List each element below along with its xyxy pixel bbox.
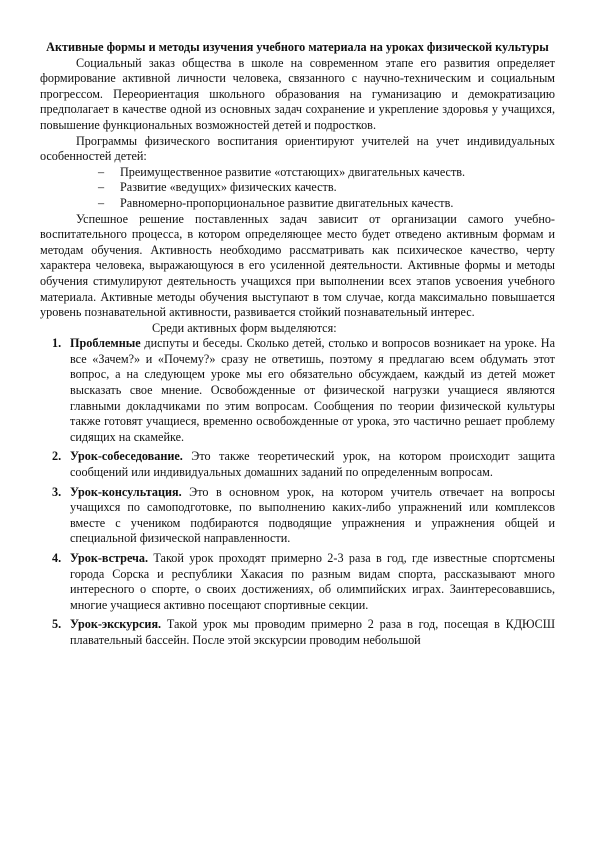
form-number: 5. [52,617,62,632]
form-label: Урок-встреча. [70,551,149,565]
form-number: 4. [52,551,62,565]
form-text: Это также теоретический урок, на котором происходит защита сообщений или индивидуальных домашних заданий по определенным вопросам. [70,449,555,480]
list-item: – Равномерно-пропорциональное развитие двигательных качеств. [98,196,555,212]
paragraph-intro: Социальный заказ общества в школе на современном этапе его развития определяет формирование активной личности человека, связанного с научно-техническим и социальным прогрессом. Переориентация школьного образования на гуманизацию и демократизацию предполагает в качестве одной из основных задач сохранение и укрепление здоровья у учащихся, повышение функциональных возможностей детей и подростков. [40,55,555,132]
forms-list [40,336,555,648]
dash-list [40,165,555,212]
form-text: Это в основном урок, на котором учитель отвечает на вопросы учащихся по самоподготовке, по выполнению каких-либо упражнений или комплексов вместе с учеником подбираются подводящие упражнения и упражнения общей и специальной физической направленности. [70,484,555,546]
form-text: Такой урок мы проводим примерно 2 раза в год, посещая в КДЮСШ плавательный бассейн. После этой экскурсии проводим небольшой [70,617,555,647]
form-text: диспуты и беседы. Сколько детей, столько и вопросов возникает на уроке. На все «Зачем?» и «Почему?» сразу не ответишь, поэтому я предлагаю всем обдумать этот вопрос, а на следующем уроке мы его обязательно обсуждаем, каждый из детей может высказать свое мнение. Освобожденные от физической нагрузки учащиеся являются главными докладчиками по этим вопросам. Сообщения по теории физической культуры также готовят учащиеся, временно освобожденные от урока, это частично решает проблему сидящих на скамейке. [70,336,555,444]
form-label: Урок-консультация. [70,484,182,499]
paragraph-forms-intro: Среди активных форм выделяются: [152,320,337,335]
list-item: – Преимущественное развитие «отстающих» двигательных качеств. [98,165,555,181]
paragraph-programs: Программы физического воспитания ориентируют учителей на учет индивидуальных особенностей детей: [40,133,555,164]
paragraph-success: Успешное решение поставленных задач зависит от организации самого учебно-воспитательного процесса, в котором определяющее место будет отведено активным формам и методам обучения. Активность необходимо рассматривать как психическое качество, черту характера человека, выражающуюся в его усиленной деятельности. Активные формы и методы обучения стимулируют деятельность учащихся при выполнении всех этапов усвоения учебного материала. Активные методы обучения выступают в том случае, когда максимально повышается уровень познавательной активности, развивается стойкий познавательный интерес. [40,211,555,320]
form-label: Проблемные [70,336,141,351]
form-item [52,449,555,480]
form-text: Такой урок проходят примерно 2-3 раза в год, где известные спортсмены города Сорска и республики Хакасия по разным видам спорта, рассказывают много интересного о спорте, о своих достижениях, об олимпийских играх. Заинтересовавшись, многие учащиеся активно посещают спортивные секции. [70,551,555,612]
document-title: Активные формы и методы изучения учебного материала на уроках физической культуры [46,40,549,54]
list-item: – Развитие «ведущих» физических качеств. [98,180,555,196]
form-number: 3. [52,484,62,499]
form-item [52,617,555,648]
form-item [52,484,555,547]
form-item [52,336,555,445]
form-number: 1. [52,336,62,351]
form-number: 2. [52,449,62,464]
form-item [52,551,555,613]
form-label: Урок-собеседование. [70,449,183,464]
form-label: Урок-экскурсия. [70,617,162,632]
